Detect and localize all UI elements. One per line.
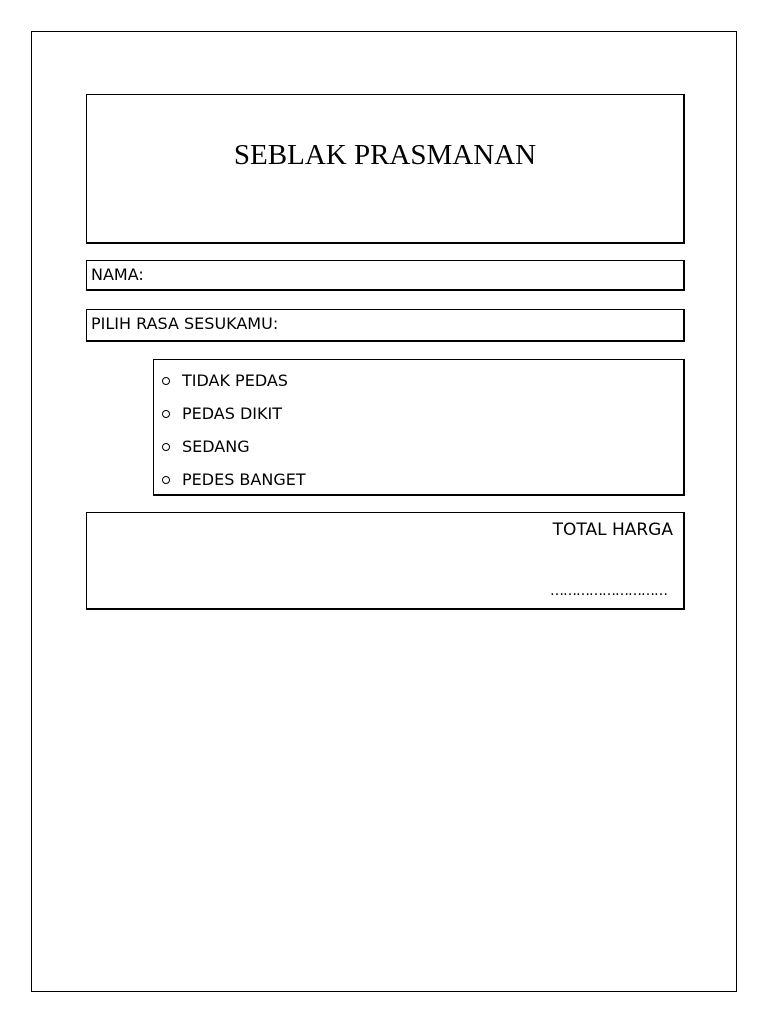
- option-label: PEDAS DIKIT: [182, 404, 283, 423]
- radio-circle-icon[interactable]: [162, 476, 170, 484]
- radio-circle-icon[interactable]: [162, 410, 170, 418]
- option-label: SEDANG: [182, 437, 250, 456]
- name-label: NAMA:: [91, 265, 144, 284]
- taste-label: PILIH RASA SESUKAMU:: [91, 314, 279, 333]
- document-page: [31, 31, 737, 992]
- taste-option-list: [160, 364, 306, 496]
- total-price-box: [86, 512, 685, 610]
- page-title: SEBLAK PRASMANAN: [233, 139, 537, 171]
- option-pedas-dikit[interactable]: [160, 397, 306, 430]
- name-field[interactable]: [86, 260, 685, 291]
- radio-circle-icon[interactable]: [162, 377, 170, 385]
- title-box: [86, 94, 685, 244]
- option-label: PEDES BANGET: [182, 470, 306, 489]
- radio-circle-icon[interactable]: [162, 443, 170, 451]
- option-pedes-banget[interactable]: [160, 463, 306, 496]
- total-price-value[interactable]: ………………………: [550, 583, 667, 599]
- taste-section-header: [86, 309, 685, 342]
- option-tidak-pedas[interactable]: [160, 364, 306, 397]
- option-sedang[interactable]: [160, 430, 306, 463]
- total-price-label: TOTAL HARGA: [552, 520, 673, 540]
- taste-options-box: [153, 359, 685, 496]
- option-label: TIDAK PEDAS: [182, 371, 288, 390]
